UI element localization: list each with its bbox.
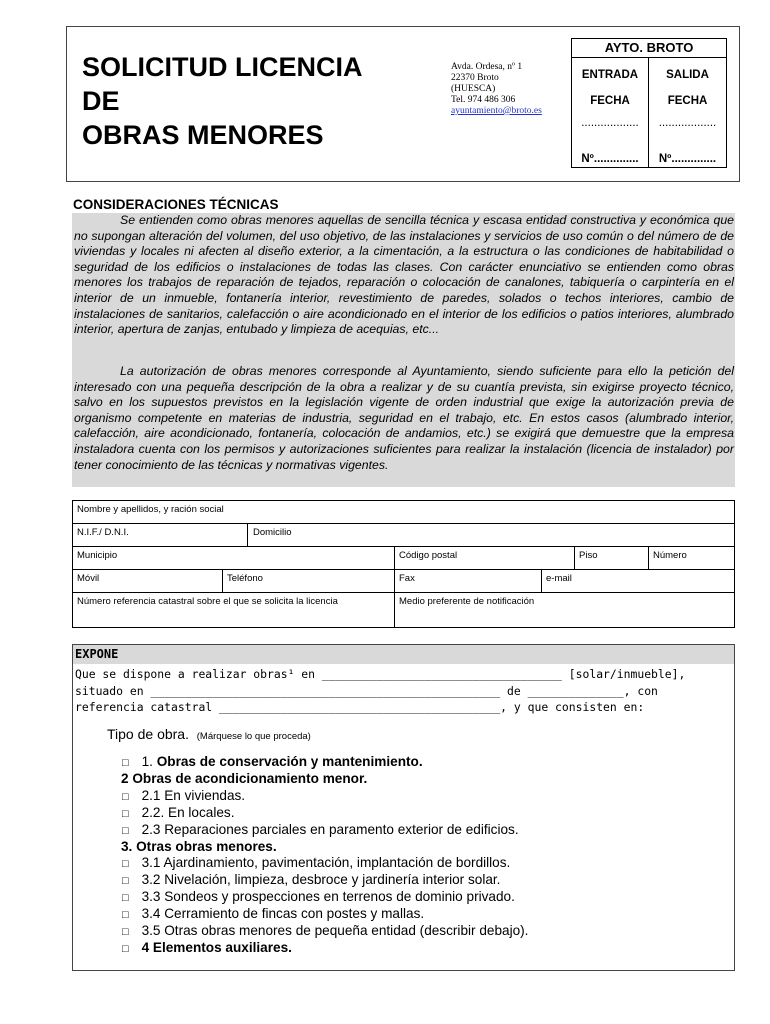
movil-field[interactable]: Móvil — [77, 573, 100, 584]
document-title — [82, 50, 363, 152]
group-2-heading: 2 Obras de acondicionamiento menor. — [121, 771, 368, 786]
considerations-heading: CONSIDERACIONES TÉCNICAS — [73, 197, 279, 212]
fecha-salida-label: FECHA — [667, 95, 708, 107]
divider — [648, 547, 649, 570]
tipo-obra-text: Tipo de obra. — [107, 726, 189, 742]
considerations-paragraph-2 — [74, 364, 734, 473]
catastral-field[interactable]: Número referencia catastral sobre el que se solicita la licencia — [77, 596, 338, 607]
checkbox-icon[interactable]: □ — [122, 875, 129, 887]
email-field[interactable]: e-mail — [546, 573, 572, 584]
expone-heading: EXPONE — [75, 647, 119, 661]
divider — [247, 524, 248, 547]
checkbox-icon[interactable]: □ — [122, 791, 129, 803]
option-label: 2.1 En viviendas. — [141, 788, 246, 803]
checkbox-icon[interactable]: □ — [122, 757, 129, 769]
option-label: 3.5 Otras obras menores de pequeña entidad (describir debajo). — [141, 923, 529, 938]
salida-label: SALIDA — [666, 69, 709, 81]
address-line-3: (HUESCA) — [451, 84, 496, 94]
title-line-2: DE — [82, 86, 120, 116]
row-municipio — [73, 546, 734, 570]
registry-title: AYTO. BROTO — [572, 39, 726, 58]
option-label: 3.4 Cerramiento de fincas con postes y mallas. — [141, 906, 425, 921]
checkbox-icon[interactable]: □ — [122, 892, 129, 904]
telefono-field[interactable]: Teléfono — [227, 573, 263, 584]
nombre-field[interactable]: Nombre y apellidos, y ración social — [77, 504, 224, 515]
divider — [394, 547, 395, 570]
fecha-salida-field[interactable]: .................. — [658, 117, 717, 129]
tipo-obra-hint: (Márquese lo que proceda) — [196, 731, 311, 742]
municipio-field[interactable]: Municipio — [77, 550, 118, 561]
codigo-postal-field[interactable]: Código postal — [399, 550, 458, 561]
option-label: 3.1 Ajardinamiento, pavimentación, implantación de bordillos. — [141, 855, 511, 870]
option-label: 2.3 Reparaciones parciales en paramento exterior de edificios. — [141, 822, 519, 837]
address-line-1: Avda. Ordesa, nº 1 — [451, 62, 523, 72]
applicant-data-table — [72, 500, 735, 628]
piso-field[interactable]: Piso — [579, 550, 598, 561]
option-4-auxiliares[interactable] — [122, 939, 292, 958]
domicilio-field[interactable]: Domicilio — [253, 527, 292, 538]
checkbox-icon[interactable]: □ — [122, 858, 129, 870]
considerations-paragraph-1 — [74, 213, 734, 338]
notificacion-field[interactable]: Medio preferente de notificación — [399, 596, 535, 607]
checkbox-icon[interactable]: □ — [122, 943, 129, 955]
entrada-label: ENTRADA — [581, 69, 639, 81]
nif-field[interactable]: N.I.F./ D.N.I. — [77, 527, 129, 538]
address-line-4: Tel. 974 486 306 — [451, 95, 516, 105]
town-hall-address — [451, 62, 542, 117]
expone-line-3[interactable]: referencia catastral _________________________________________, y que consisten en: — [75, 700, 645, 714]
expone-header-bar — [73, 645, 734, 664]
divider — [394, 570, 395, 593]
title-line-3: OBRAS MENORES — [82, 120, 324, 150]
fecha-entrada-label: FECHA — [590, 95, 630, 107]
considerations-paragraph-2-text: La autorización de obras menores corresponde al Ayuntamiento, siendo suficiente para ello la petición del interesado con una pequeña descripción de la obra a realizar y de su cuantía prevista, sin exigirse proyecto técnico, salvo en los supuestos previstos en la legislación vigente de orden industrial que exige la autorización previa de organismo competente en materias de industria, seguridad en el trabajo, etc. En estos casos (alumbrado interior, calefacción, aire acondicionado, fontanería, colocación de andamios, etc.) se exigirá que demuestre que la empresa instaladora cuenta con los permisos y autorizaciones suficientes para realizar la instalación (licencia de instalador) por tener conocimiento de las técnicas y normativas vigentes. — [74, 364, 734, 472]
option-label: 3.2 Nivelación, limpieza, desbroce y jardinería interior solar. — [141, 872, 501, 887]
considerations-paragraph-1-text: Se entienden como obras menores aquellas de sencilla técnica y escasa entidad constructiva y económica que no supongan alteración del volumen, del uso objetivo, de las instalaciones y servicios de uso común o del número de de viviendas y locales ni afecten al diseño exterior, a la cimentación, a la estructura o las condiciones de habitabilidad o seguridad de los edificios o instalaciones de todas las clases. Con carácter enunciativo se entienden como obras menores los trabajos de reparación de tejados, reparación o colocación de canalones, tabiquería o carpintería en el interior de un inmueble, fontanería interior, revestimiento de paredes, solados o techos interiores, cambio de instalaciones de sanitarios, calefacción o aire acondicionado en el interior de los edificios o patios interiores, alumbrado interior, apertura de zanjas, entubado y limpieza de acequias, etc... — [74, 213, 734, 337]
title-line-1: SOLICITUD LICENCIA — [82, 52, 363, 82]
row-catastral — [73, 592, 734, 628]
divider — [574, 547, 575, 570]
divider — [222, 570, 223, 593]
row-contacto — [73, 569, 734, 593]
divider — [541, 570, 542, 593]
expone-line-2[interactable]: situado en ___________________________________________________ de ______________, con — [75, 684, 658, 698]
numero-salida-field[interactable]: Nº.............. — [658, 153, 717, 165]
registry-stamp-box — [571, 38, 727, 168]
expone-line-1[interactable]: Que se dispone a realizar obras¹ en ___________________________________ [solar/inmueble], — [75, 667, 686, 681]
address-line-2: 22370 Broto — [451, 73, 499, 83]
option-label: 2.2. En locales. — [141, 805, 235, 820]
option-label: 3.3 Sondeos y prospecciones en terrenos de dominio privado. — [141, 889, 515, 904]
email-link[interactable]: ayuntamiento@broto.es — [451, 106, 542, 116]
numero-entrada-field[interactable]: Nº.............. — [581, 153, 639, 165]
row-nif — [73, 523, 734, 547]
option-label: Obras de conservación y mantenimiento. — [156, 754, 423, 769]
fax-field[interactable]: Fax — [399, 573, 415, 584]
numero-field[interactable]: Número — [653, 550, 687, 561]
checkbox-icon[interactable]: □ — [122, 825, 129, 837]
fecha-entrada-field[interactable]: .................. — [581, 117, 639, 129]
checkbox-icon[interactable]: □ — [122, 926, 129, 938]
option-prefix: 1. — [141, 754, 157, 769]
checkbox-icon[interactable]: □ — [122, 808, 129, 820]
divider — [394, 593, 395, 628]
group-3-heading: 3. Otras obras menores. — [121, 839, 277, 854]
option-label: 4 Elementos auxiliares. — [141, 940, 292, 955]
tipo-obra-label — [107, 726, 311, 742]
checkbox-icon[interactable]: □ — [122, 909, 129, 921]
